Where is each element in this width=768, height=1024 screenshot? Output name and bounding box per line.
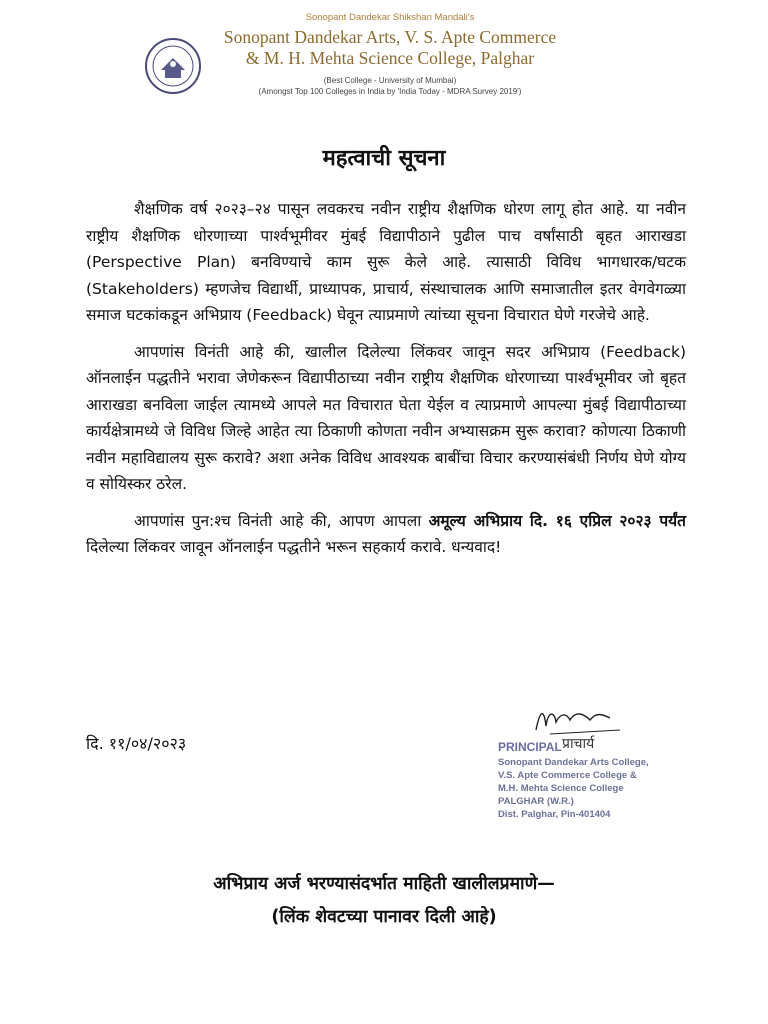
notice-body bbox=[86, 196, 686, 571]
paragraph-3-text-b: दिलेल्या लिंकवर जावून ऑनलाईन पद्धतीने भरून सहकार्य करावे. धन्यवाद! bbox=[86, 538, 502, 556]
stamp-line: PALGHAR (W.R.) bbox=[498, 796, 574, 807]
principal-post-label: प्राचार्य bbox=[562, 736, 595, 752]
notice-title: महत्वाची सूचना bbox=[322, 146, 446, 171]
letterhead-text bbox=[210, 12, 570, 97]
paragraph-1: शैक्षणिक वर्ष २०२३–२४ पासून लवकरच नवीन राष्ट्रीय शैक्षणिक धोरण लागू होत आहे. या नवीन राष्ट्रीय शैक्षणिक धोरणाच्या पार्श्वभूमीवर मुंबई विद्यापीठाने पुढील पाच वर्षांसाठी बृहत आराखडा (Perspective Plan) बनविण्याचे काम सुरू केले आहे. त्यासाठी विविध भागधारक/घटक (Stakeholders) म्हणजेच विद्यार्थी, प्राध्यापक, प्राचार्य, संस्थाचालक आणि समाजातील इतर वेगवेगळ्या समाज घटकांकडून अभिप्राय (Feedback) घेवून त्याप्रमाणे त्यांच्या सूचना विचारात घेणे गरजेचे आहे. bbox=[86, 200, 686, 324]
college-name-line1: Sonopant Dandekar Arts, V. S. Apte Commerce bbox=[223, 27, 557, 47]
paragraph-2: आपणांस विनंती आहे की, खालील दिलेल्या लिंकवर जावून सदर अभिप्राय (Feedback) ऑनलाईन पद्धतीने भरावा जेणेकरून विद्यापीठाच्या नवीन राष्ट्रीय शैक्षणिक धोरणाच्या पार्श्वभूमीवर जो बृहत आराखडा बनविला जाईल त्यामध्ये आपले मत विचारात घेता येईल व त्याप्रमाणे आपल्या मुंबई विद्यापीठाच्या कार्यक्षेत्रामध्ये जे विविध जिल्हे आहेत त्या ठिकाणी कोणता नवीन अभ्यासक्रम सुरू करावा? कोणत्या ठिकाणी नवीन महाविद्यालय सुरू करावे? अशा अनेक विविध आवश्यक बाबींचा विचार करण्यासंबंधी निर्णय घेणे योग्य व सोयिस्कर ठरेल. bbox=[86, 342, 686, 493]
principal-label: PRINCIPAL bbox=[498, 740, 562, 754]
college-stamp bbox=[498, 756, 649, 821]
paragraph-3-text-a: आपणांस पुन:श्च विनंती आहे की, आपण आपला bbox=[134, 511, 422, 530]
stamp-line: Dist. Palghar, Pin-401404 bbox=[498, 809, 611, 820]
stamp-line: Sonopant Dandekar Arts College, bbox=[498, 757, 649, 768]
footer-note bbox=[0, 868, 768, 934]
notice-date: दि. ११/०४/२०२३ bbox=[86, 734, 187, 753]
paragraph-3 bbox=[86, 508, 686, 561]
college-note1: (Best College - University of Mumbai) bbox=[323, 76, 457, 85]
footer-line1: अभिप्राय अर्ज भरण्यासंदर्भात माहिती खालीलप्रमाणे— bbox=[213, 874, 555, 894]
society-name: Sonopant Dandekar Shikshan Mandali's bbox=[305, 12, 475, 23]
footer-line2: (लिंक शेवटच्या पानावर दिली आहे) bbox=[271, 907, 497, 927]
signature-block bbox=[486, 700, 676, 828]
paragraph-3-bold: अमूल्य अभिप्राय दि. १६ एप्रिल २०२३ पर्यंत bbox=[428, 511, 686, 530]
college-note2: (Amongst Top 100 Colleges in India by 'India Today - MDRA Survey 2019') bbox=[258, 87, 522, 96]
stamp-line: V.S. Apte Commerce College & bbox=[498, 770, 637, 781]
college-emblem-icon bbox=[143, 36, 203, 96]
stamp-line: M.H. Mehta Science College bbox=[498, 783, 624, 794]
letterhead bbox=[0, 0, 768, 118]
college-name-line2: & M. H. Mehta Science College, Palghar bbox=[245, 48, 535, 68]
